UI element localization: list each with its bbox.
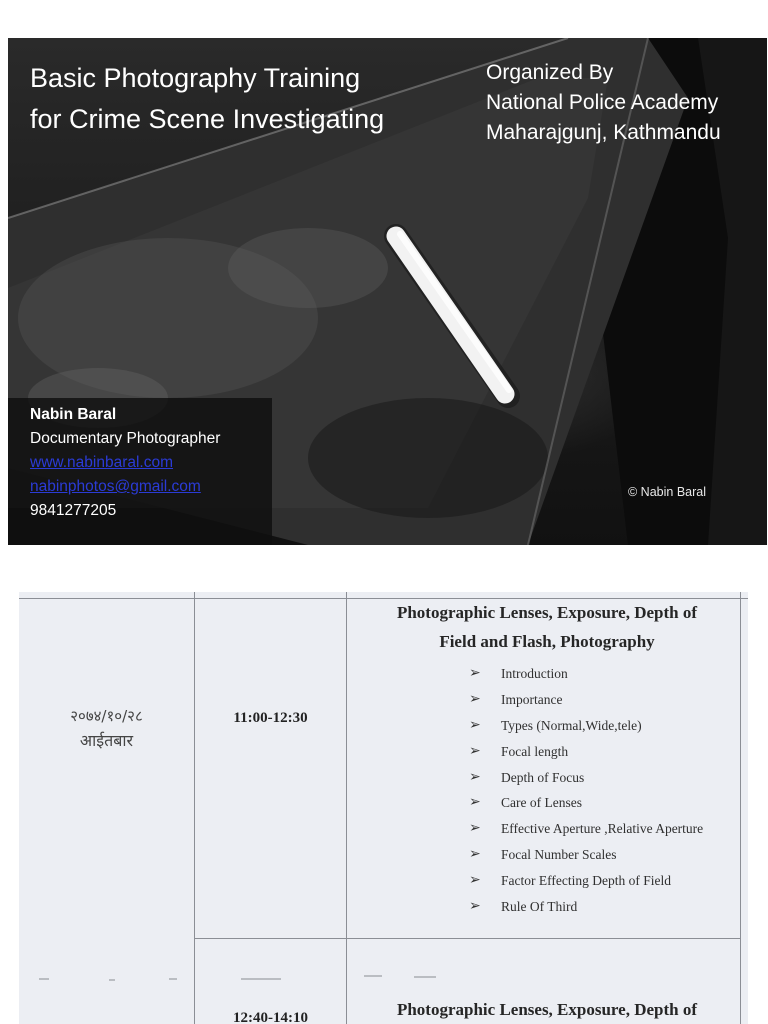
- topic-bullet-item: [469, 868, 703, 894]
- organizer-block: [486, 58, 721, 148]
- session-topic-line1: Photographic Lenses, Exposure, Depth of: [396, 603, 698, 622]
- slide-title-line1: Basic Photography Training: [30, 63, 361, 93]
- topic-bullet-text: Introduction: [501, 666, 568, 681]
- topic-bullet-item: [469, 687, 703, 713]
- column-divider: [194, 592, 195, 1024]
- arrow-bullet-icon: ➢: [469, 821, 481, 837]
- schedule-page: [19, 592, 748, 1024]
- topic-bullet-list: [469, 661, 703, 920]
- topic-bullet-text: Care of Lenses: [501, 795, 582, 811]
- arrow-bullet-icon: ➢: [469, 795, 481, 811]
- topic-bullet-item: [469, 713, 703, 739]
- schedule-date: २०७४/१०/२८: [70, 707, 143, 725]
- author-name: Nabin Baral: [30, 406, 117, 423]
- topic-bullet-item: [469, 842, 703, 868]
- slide-title-line2: for Crime Scene Investigating: [30, 104, 385, 134]
- topic-bullet-item: [469, 661, 703, 687]
- topic-bullet-text: Factor Effecting Depth of Field: [501, 873, 671, 889]
- slide-title: [30, 58, 384, 140]
- arrow-bullet-icon: ➢: [469, 717, 481, 733]
- topic-bullet-item: [469, 894, 703, 920]
- phone-number: 9841277205: [30, 502, 117, 519]
- topic-bullet-text: Focal length: [501, 743, 569, 759]
- table-right-border: [740, 592, 741, 1024]
- topic-bullet-item: [469, 765, 703, 791]
- topic-bullet-text: Types (Normal,Wide,tele): [501, 717, 642, 733]
- organizer-label: Organized By: [486, 61, 614, 84]
- session-time: 11:00-12:30: [233, 710, 308, 726]
- topic-bullet-item: [469, 739, 703, 765]
- session-time: 12:40-14:10: [233, 1010, 308, 1024]
- topic-bullet-text: Depth of Focus: [501, 769, 585, 785]
- author-role: Documentary Photographer: [30, 430, 221, 447]
- session-topic-line2: Field and Flash, Photography: [439, 632, 655, 651]
- column-divider: [346, 592, 347, 1024]
- arrow-bullet-icon: ➢: [469, 691, 481, 707]
- arrow-bullet-icon: ➢: [469, 847, 481, 863]
- website-link[interactable]: www.nabinbaral.com: [30, 454, 174, 471]
- arrow-bullet-icon: ➢: [469, 873, 481, 889]
- email-link[interactable]: nabinphotos@gmail.com: [30, 478, 201, 495]
- topic-bullet-text: Focal Number Scales: [501, 847, 617, 863]
- topic-bullet-text: Effective Aperture ,Relative Aperture: [501, 821, 704, 837]
- organizer-location: Maharajgunj, Kathmandu: [486, 121, 721, 144]
- arrow-bullet-icon: ➢: [469, 666, 481, 681]
- topic-bullet-text: Importance: [501, 691, 563, 707]
- title-slide: [8, 38, 767, 545]
- row-divider: [194, 938, 741, 939]
- topic-bullet-item: [469, 790, 703, 816]
- schedule-day: आईतबार: [79, 731, 134, 750]
- organizer-name: National Police Academy: [486, 91, 719, 114]
- author-card: [8, 398, 272, 545]
- topic-bullet-text: Rule Of Third: [501, 899, 578, 915]
- topic-bullet-item: [469, 816, 703, 842]
- copyright-watermark: © Nabin Baral: [628, 485, 706, 499]
- arrow-bullet-icon: ➢: [469, 743, 481, 759]
- arrow-bullet-icon: ➢: [469, 899, 481, 915]
- arrow-bullet-icon: ➢: [469, 769, 481, 785]
- session-topic-line1: Photographic Lenses, Exposure, Depth of: [396, 1000, 698, 1019]
